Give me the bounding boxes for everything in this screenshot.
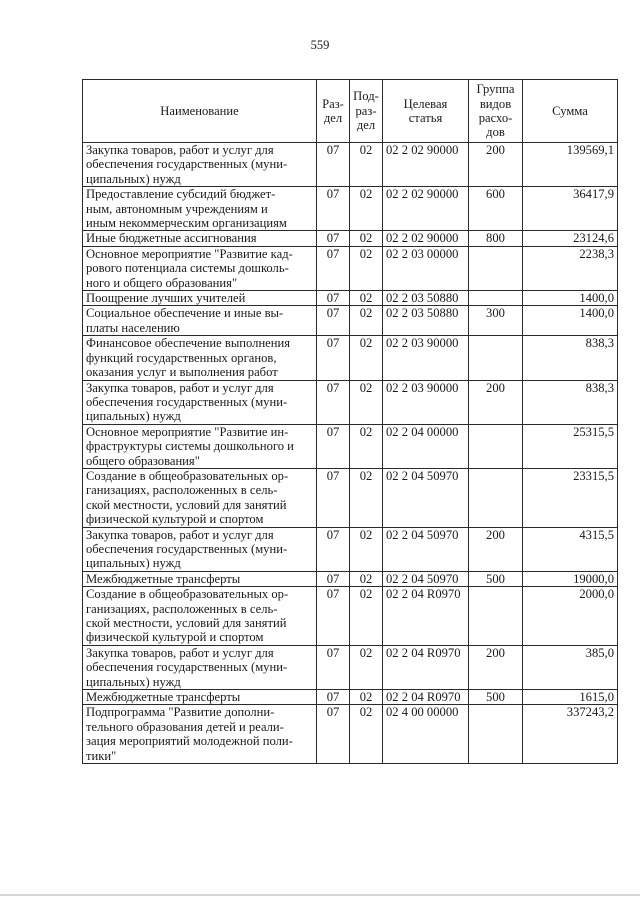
cell-target: 02 2 03 00000 — [383, 246, 469, 290]
header-razdel: Раз- дел — [317, 80, 350, 143]
cell-target: 02 2 03 50880 — [383, 306, 469, 336]
cell-group — [469, 424, 523, 468]
header-podrazdel: Под- раз- дел — [350, 80, 383, 143]
table-row — [83, 690, 618, 705]
cell-razdel: 07 — [317, 690, 350, 705]
cell-sum: 36417,9 — [523, 187, 618, 231]
cell-name: Предоставление субсидий бюджет- ным, автономным учреждениям и иным некоммерческим организациям — [83, 187, 317, 231]
cell-name: Закупка товаров, работ и услуг для обеспечения государственных (муни- ципальных) нужд — [83, 143, 317, 187]
cell-razdel: 07 — [317, 336, 350, 380]
table-row — [83, 336, 618, 380]
cell-razdel: 07 — [317, 645, 350, 689]
cell-razdel: 07 — [317, 291, 350, 306]
cell-podrazdel: 02 — [350, 246, 383, 290]
header-name: Наименование — [83, 80, 317, 143]
cell-podrazdel: 02 — [350, 468, 383, 527]
cell-podrazdel: 02 — [350, 306, 383, 336]
cell-razdel: 07 — [317, 587, 350, 646]
cell-group: 200 — [469, 143, 523, 187]
table-row — [83, 645, 618, 689]
cell-sum: 2238,3 — [523, 246, 618, 290]
cell-name: Финансовое обеспечение выполнения функций государственных органов, оказания услуг и выполнения работ — [83, 336, 317, 380]
cell-podrazdel: 02 — [350, 645, 383, 689]
cell-target: 02 4 00 00000 — [383, 705, 469, 764]
cell-sum: 139569,1 — [523, 143, 618, 187]
table-row — [83, 587, 618, 646]
cell-target: 02 2 04 R0970 — [383, 645, 469, 689]
table-row — [83, 231, 618, 246]
cell-podrazdel: 02 — [350, 187, 383, 231]
cell-razdel: 07 — [317, 187, 350, 231]
cell-razdel: 07 — [317, 468, 350, 527]
cell-podrazdel: 02 — [350, 291, 383, 306]
cell-name: Поощрение лучших учителей — [83, 291, 317, 306]
cell-razdel: 07 — [317, 424, 350, 468]
scan-edge — [0, 894, 640, 896]
header-sum: Сумма — [523, 80, 618, 143]
table-row — [83, 571, 618, 586]
cell-group: 800 — [469, 231, 523, 246]
table-body — [83, 143, 618, 764]
cell-sum: 1400,0 — [523, 306, 618, 336]
cell-sum: 1400,0 — [523, 291, 618, 306]
cell-group — [469, 705, 523, 764]
table-row — [83, 468, 618, 527]
page-number: 559 — [310, 38, 330, 52]
cell-group: 200 — [469, 380, 523, 424]
cell-sum: 2000,0 — [523, 587, 618, 646]
cell-group — [469, 468, 523, 527]
cell-razdel: 07 — [317, 527, 350, 571]
cell-podrazdel: 02 — [350, 231, 383, 246]
cell-podrazdel: 02 — [350, 690, 383, 705]
cell-podrazdel: 02 — [350, 380, 383, 424]
cell-target: 02 2 04 50970 — [383, 527, 469, 571]
cell-razdel: 07 — [317, 143, 350, 187]
cell-group — [469, 336, 523, 380]
cell-name: Основное мероприятие "Развитие ин- фраструктуры системы дошкольного и общего образования" — [83, 424, 317, 468]
cell-target: 02 2 02 90000 — [383, 143, 469, 187]
cell-target: 02 2 04 50970 — [383, 468, 469, 527]
cell-razdel: 07 — [317, 705, 350, 764]
cell-razdel: 07 — [317, 231, 350, 246]
cell-name: Создание в общеобразовательных ор- ганизациях, расположенных в сель- ской местности, условий для занятий физической культурой и спортом — [83, 587, 317, 646]
cell-target: 02 2 03 90000 — [383, 336, 469, 380]
cell-target: 02 2 04 R0970 — [383, 587, 469, 646]
table-row — [83, 306, 618, 336]
table-row — [83, 291, 618, 306]
table-row — [83, 187, 618, 231]
cell-group — [469, 291, 523, 306]
cell-group: 300 — [469, 306, 523, 336]
cell-target: 02 2 02 90000 — [383, 187, 469, 231]
cell-podrazdel: 02 — [350, 336, 383, 380]
cell-name: Межбюджетные трансферты — [83, 690, 317, 705]
cell-podrazdel: 02 — [350, 143, 383, 187]
cell-sum: 385,0 — [523, 645, 618, 689]
cell-name: Социальное обеспечение и иные вы- платы населению — [83, 306, 317, 336]
cell-group: 500 — [469, 690, 523, 705]
cell-sum: 838,3 — [523, 380, 618, 424]
table-row — [83, 246, 618, 290]
cell-podrazdel: 02 — [350, 587, 383, 646]
cell-sum: 23124,6 — [523, 231, 618, 246]
cell-razdel: 07 — [317, 380, 350, 424]
table-row — [83, 527, 618, 571]
cell-podrazdel: 02 — [350, 527, 383, 571]
cell-podrazdel: 02 — [350, 571, 383, 586]
table-header-row — [83, 80, 618, 143]
cell-name: Закупка товаров, работ и услуг для обеспечения государственных (муни- ципальных) нужд — [83, 527, 317, 571]
table-row — [83, 143, 618, 187]
cell-podrazdel: 02 — [350, 705, 383, 764]
cell-name: Создание в общеобразовательных ор- ганизациях, расположенных в сель- ской местности, условий для занятий физической культурой и спортом — [83, 468, 317, 527]
cell-sum: 337243,2 — [523, 705, 618, 764]
cell-sum: 23315,5 — [523, 468, 618, 527]
cell-target: 02 2 04 00000 — [383, 424, 469, 468]
cell-sum: 19000,0 — [523, 571, 618, 586]
cell-target: 02 2 02 90000 — [383, 231, 469, 246]
table-row — [83, 380, 618, 424]
cell-target: 02 2 04 R0970 — [383, 690, 469, 705]
header-target: Целевая статья — [383, 80, 469, 143]
cell-group: 200 — [469, 645, 523, 689]
cell-sum: 4315,5 — [523, 527, 618, 571]
cell-name: Иные бюджетные ассигнования — [83, 231, 317, 246]
cell-sum: 838,3 — [523, 336, 618, 380]
header-group: Группа видов расхо- дов — [469, 80, 523, 143]
cell-group: 200 — [469, 527, 523, 571]
cell-name: Межбюджетные трансферты — [83, 571, 317, 586]
cell-name: Закупка товаров, работ и услуг для обеспечения государственных (муни- ципальных) нужд — [83, 380, 317, 424]
cell-name: Основное мероприятие "Развитие кад- рового потенциала системы дошколь- ного и общего образования" — [83, 246, 317, 290]
cell-razdel: 07 — [317, 571, 350, 586]
cell-sum: 25315,5 — [523, 424, 618, 468]
cell-group: 500 — [469, 571, 523, 586]
cell-target: 02 2 04 50970 — [383, 571, 469, 586]
cell-target: 02 2 03 90000 — [383, 380, 469, 424]
cell-name: Закупка товаров, работ и услуг для обеспечения государственных (муни- ципальных) нужд — [83, 645, 317, 689]
cell-sum: 1615,0 — [523, 690, 618, 705]
cell-group — [469, 587, 523, 646]
cell-group — [469, 246, 523, 290]
table-row — [83, 424, 618, 468]
cell-razdel: 07 — [317, 246, 350, 290]
cell-razdel: 07 — [317, 306, 350, 336]
table-row — [83, 705, 618, 764]
cell-target: 02 2 03 50880 — [383, 291, 469, 306]
budget-table — [82, 79, 618, 764]
cell-name: Подпрограмма "Развитие дополни- тельного образования детей и реали- зация мероприятий молодежной поли- тики" — [83, 705, 317, 764]
cell-podrazdel: 02 — [350, 424, 383, 468]
cell-group: 600 — [469, 187, 523, 231]
